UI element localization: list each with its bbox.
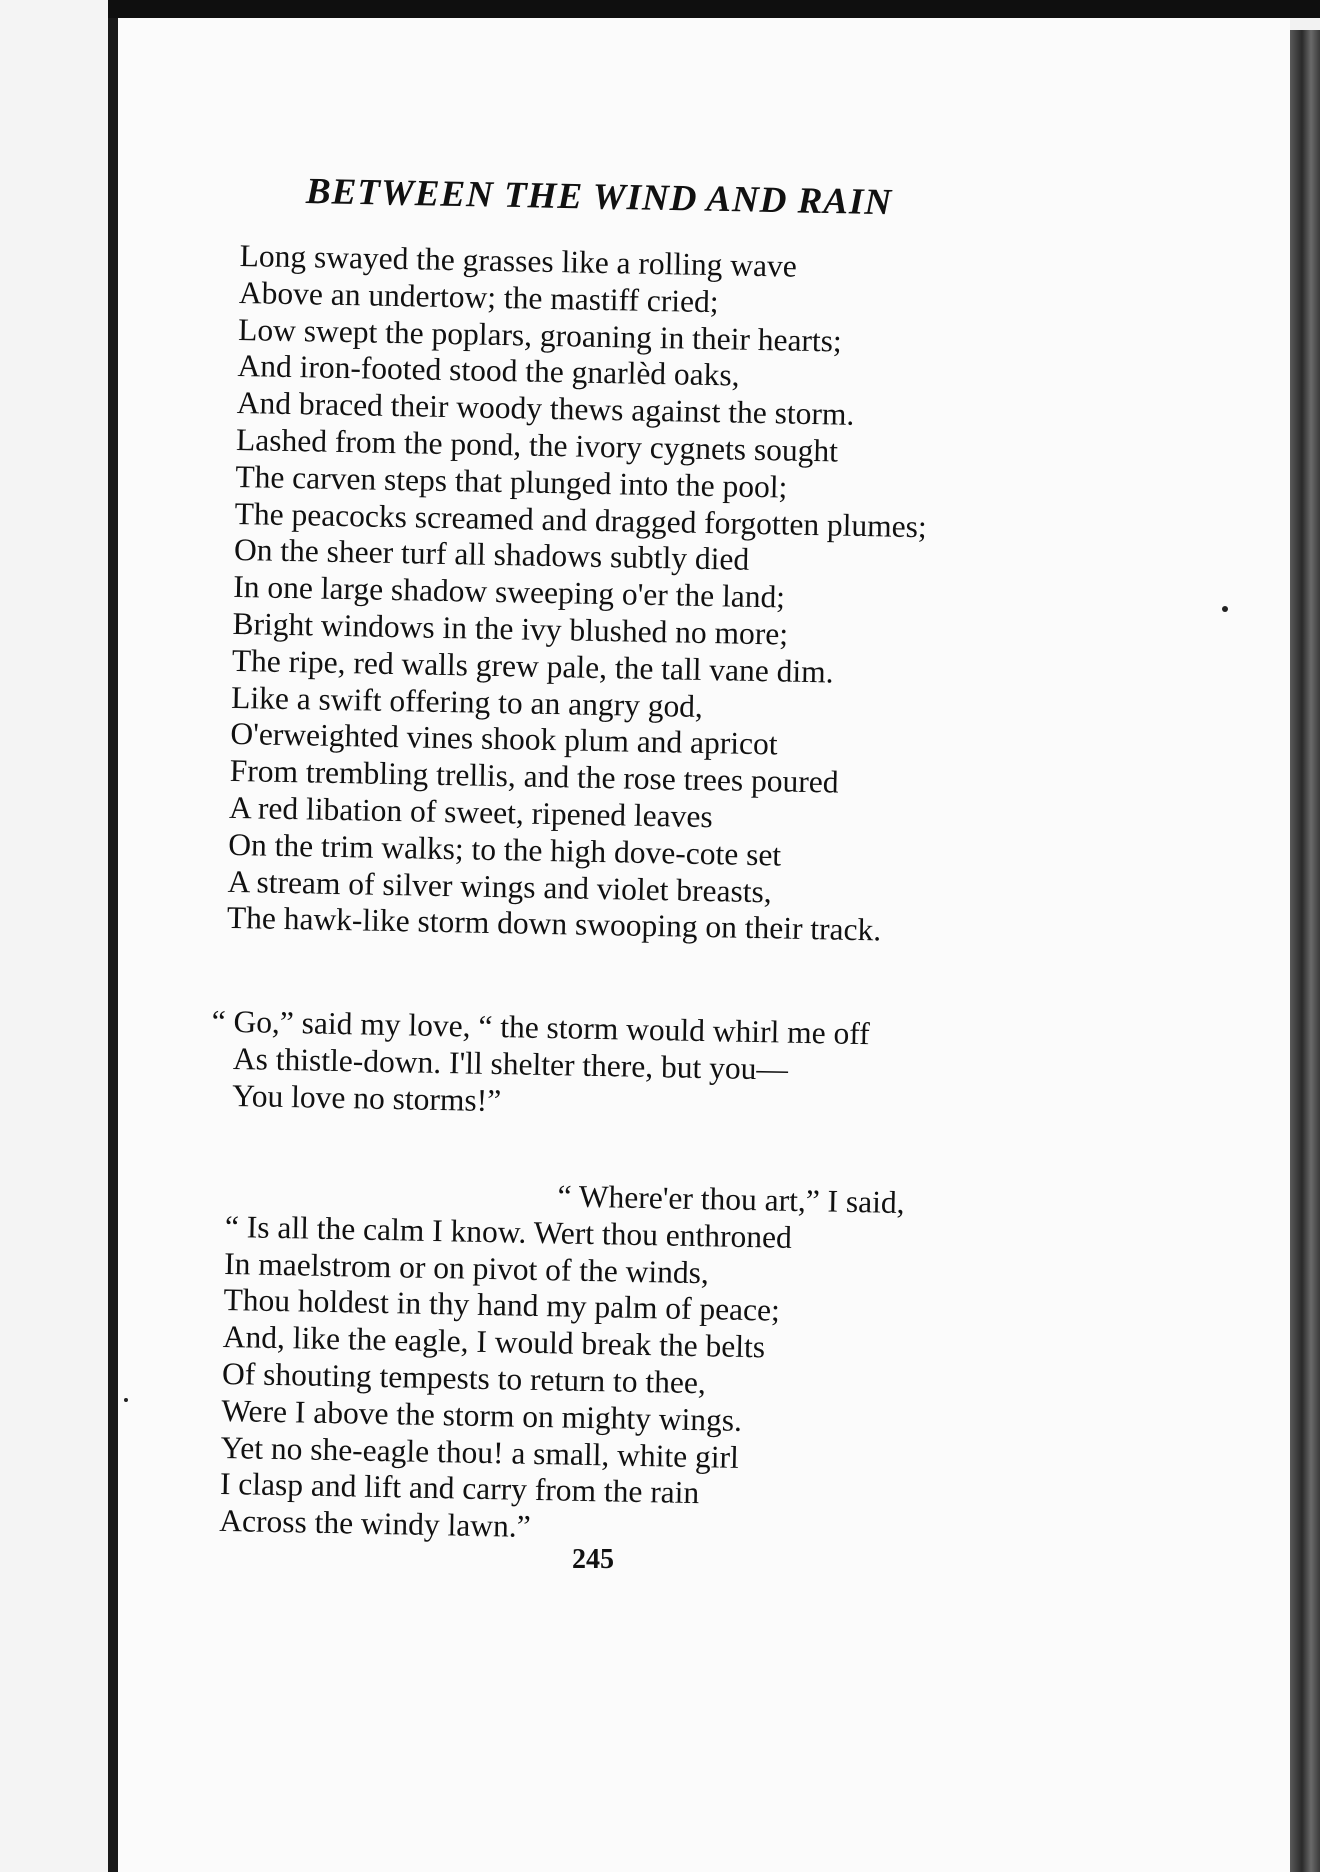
stanza-1 xyxy=(227,238,932,950)
poem-line: You love no storms!” xyxy=(231,1077,502,1118)
poem-line: And braced their woody thews against the storm. xyxy=(236,385,855,433)
gutter-shadow xyxy=(108,0,118,1872)
poem-line: “ Is all the calm I know. Wert thou enthroned xyxy=(224,1208,793,1255)
poem-line: In one large shadow sweeping o'er the land; xyxy=(232,569,786,615)
ink-speck xyxy=(1222,606,1228,612)
poem-line: And, like the eagle, I would break the belts xyxy=(222,1319,766,1365)
poem-line: “ Where'er thou art,” I said, xyxy=(557,1178,905,1221)
poem-line: And iron-footed stood the gnarlèd oaks, xyxy=(237,348,740,394)
poem-line: From trembling trellis, and the rose trees poured xyxy=(229,753,839,800)
stanza-3 xyxy=(219,1172,905,1553)
stanza-2 xyxy=(211,1003,871,1127)
poem-line: Long swayed the grasses like a rolling wave xyxy=(239,238,798,284)
poem-line: Low swept the poplars, groaning in their hearts; xyxy=(237,311,843,359)
poem-line: The ripe, red walls grew pale, the tall vane dim. xyxy=(231,642,834,690)
poem-line: “ Go,” said my love, “ the storm would whirl me off xyxy=(211,1003,871,1052)
poem-line: In maelstrom or on pivot of the winds, xyxy=(223,1245,710,1290)
poem-line: A red libation of sweet, ripened leaves xyxy=(228,789,714,835)
poem-line: Were I above the storm on mighty wings. xyxy=(221,1392,743,1438)
poem-line: On the trim walks; to the high dove-cote set xyxy=(228,826,782,873)
poem-line: As thistle-down. I'll shelter there, but you— xyxy=(232,1040,789,1087)
poem-line: Of shouting tempests to return to thee, xyxy=(221,1355,707,1401)
poem-line: On the sheer turf all shadows subtly died xyxy=(233,532,750,578)
poem-line: Above an undertow; the mastiff cried; xyxy=(238,274,719,319)
poem-line: A stream of silver wings and violet breasts, xyxy=(227,863,773,909)
ink-speck xyxy=(124,1398,128,1402)
page-number: 245 xyxy=(572,1544,614,1575)
facing-page-margin xyxy=(0,0,108,1872)
poem-line: I clasp and lift and carry from the rain xyxy=(219,1466,700,1511)
poem-line: Yet no she-eagle thou! a small, white girl xyxy=(220,1429,740,1475)
poem-line: The peacocks screamed and dragged forgotten plumes; xyxy=(234,495,928,544)
poem-line: Bright windows in the ivy blushed no more; xyxy=(232,605,789,652)
page-edge-shadow xyxy=(1290,30,1320,1872)
poem-line: Lashed from the pond, the ivory cygnets sought xyxy=(235,421,839,469)
poem-line: The carven steps that plunged into the pool; xyxy=(235,458,788,505)
poem-line: Across the windy lawn.” xyxy=(218,1503,532,1545)
poem-line: Thou holdest in thy hand my palm of peace; xyxy=(223,1282,781,1329)
scan-top-edge xyxy=(108,0,1320,18)
poem-line: O'erweighted vines shook plum and apricot xyxy=(230,716,778,762)
poem-line: Like a swift offering to an angry god, xyxy=(230,679,704,724)
running-head: BETWEEN THE WIND AND RAIN xyxy=(305,171,893,224)
poem-line: The hawk-like storm down swooping on their track. xyxy=(226,900,882,948)
